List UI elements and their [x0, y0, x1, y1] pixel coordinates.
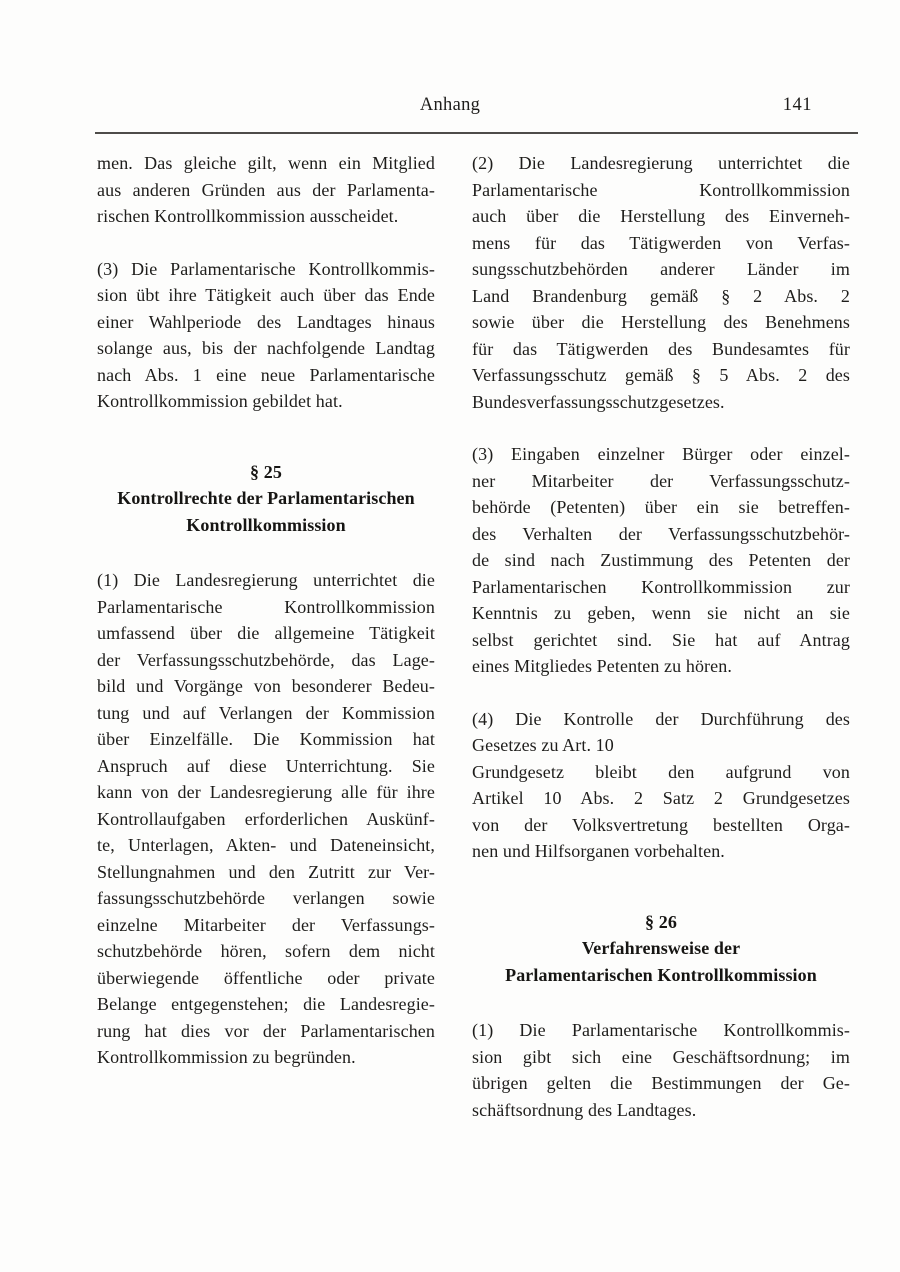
- text-line: eines Mitgliedes Petenten zu hören.: [472, 656, 732, 676]
- text-line: Stellungnahmen und den Zutritt zur Ver-: [97, 861, 435, 882]
- text-line: von der Volksvertretung bestellten Orga-: [472, 814, 850, 835]
- text-line: rischen Kontrollkommission ausscheidet.: [97, 206, 399, 226]
- running-title: Anhang: [419, 95, 481, 115]
- page-number: 141: [782, 95, 812, 115]
- section-heading: [97, 459, 435, 539]
- paragraph: [97, 567, 435, 1071]
- text-line: Bundesverfassungsschutzgesetzes.: [472, 391, 725, 412]
- text-line: § 26: [645, 911, 677, 932]
- text-line: mens für das Tätigwerden von Verfas-: [472, 232, 850, 253]
- text-line: Verfassungsschutz gemäß § 5 Abs. 2 des: [472, 365, 850, 385]
- text-line: Kontrollkommission: [186, 514, 346, 535]
- text-line: nach Abs. 1 eine neue Parlamentarische: [97, 364, 435, 385]
- paragraph: [472, 1017, 850, 1123]
- text-line: Kenntnis zu geben, wenn sie nicht an sie: [472, 603, 850, 623]
- text-line: solange aus, bis der nachfolgende Landtag: [97, 338, 435, 358]
- section-heading: [472, 909, 850, 989]
- text-line: Kontrollaufgaben erforderlichen Auskünf-: [97, 808, 435, 829]
- text-line: sion gibt sich eine Geschäftsordnung; im: [472, 1046, 850, 1067]
- header-rule: [95, 132, 858, 134]
- text-line: Gesetzes zu Art. 10: [472, 735, 614, 755]
- text-line: ner Mitarbeiter der Verfassungsschutz-: [472, 470, 850, 491]
- text-line: tung und auf Verlangen der Kommission: [97, 702, 435, 723]
- left-column: [97, 150, 435, 1097]
- paragraph: [472, 441, 850, 680]
- text-line: sowie über die Herstellung des Benehmens: [472, 312, 850, 332]
- text-line: der Verfassungsschutzbehörde, das Lage-: [97, 649, 435, 670]
- text-line: sion übt ihre Tätigkeit auch über das Ende: [97, 285, 435, 305]
- text-line: Anspruch auf diese Unterrichtung. Sie: [97, 755, 435, 776]
- paragraph: [472, 706, 850, 759]
- text-line: überwiegende öffentliche oder private: [97, 967, 435, 988]
- text-line: Kontrollrechte der Parlamentarischen: [117, 488, 415, 508]
- text-line: Belange entgegenstehen; die Landesregie-: [97, 994, 435, 1014]
- text-line: über Einzelfälle. Die Kommission hat: [97, 729, 435, 749]
- text-line: Verfahrensweise der: [581, 938, 741, 958]
- text-line: Kontrollkommission zu begründen.: [97, 1047, 356, 1067]
- text-line: schäftsordnung des Landtages.: [472, 1099, 697, 1120]
- text-line: des Verhalten der Verfassungsschutzbehör-: [472, 523, 850, 544]
- text-line: bild und Vorgänge von besonderer Bedeu-: [97, 676, 435, 696]
- text-line: Parlamentarische Kontrollkommission: [472, 179, 850, 200]
- text-line: behörde (Petenten) über ein sie betreffen-: [472, 497, 850, 517]
- text-line: einer Wahlperiode des Landtages hinaus: [97, 311, 435, 332]
- text-line: rung hat dies vor der Parlamentarischen: [97, 1020, 435, 1041]
- text-line: Artikel 10 Abs. 2 Satz 2 Grundgesetzes: [472, 788, 850, 808]
- text-line: (2) Die Landesregierung unterrichtet die: [472, 153, 850, 173]
- paragraph: [472, 150, 850, 415]
- paragraph: [97, 150, 435, 230]
- text-line: einzelne Mitarbeiter der Verfassungs-: [97, 914, 435, 935]
- text-line: für das Tätigwerden des Bundesamtes für: [472, 338, 850, 359]
- text-line: (1) Die Parlamentarische Kontrollkommis-: [472, 1020, 850, 1040]
- text-line: Grundgesetz bleibt den aufgrund von: [472, 761, 850, 782]
- paragraph: [97, 256, 435, 415]
- text-line: übrigen gelten die Bestimmungen der Ge-: [472, 1073, 850, 1093]
- text-line: sungsschutzbehörden anderer Länder im: [472, 259, 850, 279]
- text-line: selbst gerichtet sind. Sie hat auf Antrag: [472, 629, 850, 650]
- text-line: de sind nach Zustimmung des Petenten der: [472, 550, 850, 570]
- text-line: § 25: [250, 461, 282, 482]
- text-line: Parlamentarische Kontrollkommission: [97, 596, 435, 617]
- text-line: Parlamentarischen Kontrollkommission: [505, 964, 817, 985]
- text-line: te, Unterlagen, Akten- und Dateneinsicht,: [97, 835, 435, 855]
- text-line: nen und Hilfsorganen vorbehalten.: [472, 841, 725, 861]
- right-column: [472, 150, 850, 1149]
- text-line: Kontrollkommission gebildet hat.: [97, 391, 343, 411]
- text-line: men. Das gleiche gilt, wenn ein Mitglied: [97, 153, 435, 173]
- text-line: (3) Die Parlamentarische Kontrollkommis-: [97, 258, 435, 279]
- text-line: Parlamentarischen Kontrollkommission zur: [472, 576, 850, 597]
- text-line: umfassend über die allgemeine Tätigkeit: [97, 623, 435, 643]
- paragraph: [472, 759, 850, 865]
- text-line: (3) Eingaben einzelner Bürger oder einzel-: [472, 444, 850, 464]
- text-line: schutzbehörde hören, sofern dem nicht: [97, 941, 435, 961]
- text-line: (4) Die Kontrolle der Durchführung des: [472, 708, 850, 729]
- text-line: fassungsschutzbehörde verlangen sowie: [97, 888, 435, 908]
- text-line: aus anderen Gründen aus der Parlamenta-: [97, 179, 435, 200]
- text-line: Land Brandenburg gemäß § 2 Abs. 2: [472, 285, 850, 306]
- text-line: (1) Die Landesregierung unterrichtet die: [97, 570, 435, 590]
- text-line: auch über die Herstellung des Einverneh-: [472, 206, 850, 226]
- text-line: kann von der Landesregierung alle für ihre: [97, 782, 435, 802]
